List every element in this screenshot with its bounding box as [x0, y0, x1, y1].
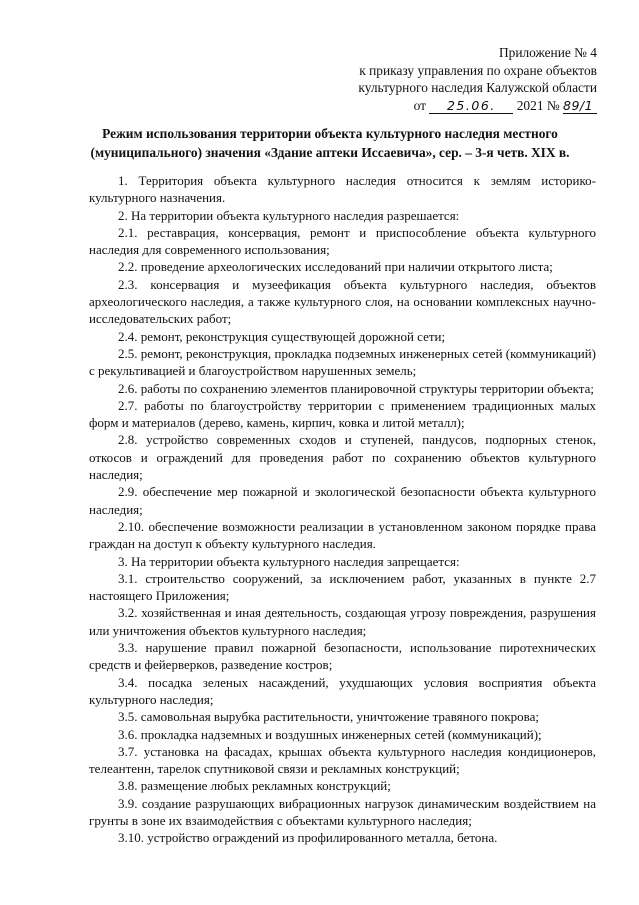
- paragraph: 3.6. прокладка надземных и воздушных инженерных сетей (коммуникаций);: [118, 726, 542, 742]
- handwritten-date: 25.06.: [429, 99, 513, 114]
- paragraph: 2.9. обеспечение мер пожарной и экологической безопасности объекта культурного наследия;: [89, 484, 596, 517]
- paragraph: 3.3. нарушение правил пожарной безопасности, использование пиротехнических средств и фейерверков, разведение костров;: [89, 640, 596, 673]
- paragraph: 2.10. обеспечение возможности реализации в установленном законом порядке права граждан на доступ к объекту культурного наследия.: [89, 518, 596, 552]
- paragraph: 3.1. строительство сооружений, за исключением работ, указанных в пункте 2.7 настоящего Приложения;: [89, 570, 596, 604]
- paragraph: 3.9. создание разрушающих вибрационных нагрузок динамическим воздействием на грунты в зоне их взаимодействия с объектами культурного наследия;: [89, 795, 596, 828]
- handwritten-order-number: 89/1: [563, 99, 597, 114]
- order-reference: к приказу управления по охране объектов: [359, 62, 597, 78]
- paragraph: 1. Территория объекта культурного наследия относится к землям историко-культурного назначения.: [89, 173, 596, 206]
- paragraph: 2.2. проведение археологических исследований при наличии открытого листа;: [118, 259, 553, 275]
- paragraph: 2.8. устройство современных сходов и ступеней, пандусов, подпорных стенок, откосов и ограждений для проведения работ по сохранению объектов культурного наследия;: [89, 432, 596, 483]
- paragraph: 3.10. устройство ограждений из профилированного металла, бетона.: [118, 830, 498, 846]
- paragraph: 3.7. установка на фасадах, крышах объекта культурного наследия кондиционеров, телеантенн, тарелок спутниковой связи и рекламных конструкций;: [89, 743, 596, 777]
- document-title: [70, 125, 590, 162]
- paragraph: 3.4. посадка зеленых насаждений, ухудшающих условия восприятия объекта культурного наследия;: [89, 674, 596, 707]
- paragraph: 2.3. консервация и музеефикация объекта культурного наследия, объектов археологического наследия, а также культурного слоя, на основании комплексных научно-исследовательских работ;: [89, 276, 596, 327]
- paragraph: 3.5. самовольная вырубка растительности, уничтожение травяного покрова;: [118, 709, 539, 725]
- appendix-number: Приложение № 4: [498, 45, 597, 60]
- paragraph: 2. На территории объекта культурного наследия разрешается:: [118, 207, 460, 223]
- paragraph: 3.8. размещение любых рекламных конструкций;: [118, 778, 391, 794]
- year-and-number-label: 2021 №: [516, 97, 560, 113]
- paragraph: 3. На территории объекта культурного наследия запрещается:: [118, 553, 460, 569]
- paragraph: 2.4. ремонт, реконструкция существующей дорожной сети;: [118, 328, 446, 344]
- appendix-header: [358, 44, 597, 114]
- document-body: [89, 172, 596, 847]
- issuing-authority: культурного наследия Калужской области: [358, 80, 597, 96]
- paragraph: 2.7. работы по благоустройству территории с применением традиционных малых форм и материалов (дерево, камень, кирпич, ковка и литой металл);: [89, 397, 596, 431]
- paragraph: 3.2. хозяйственная и иная деятельность, создающая угрозу повреждения, разрушения или уничтожения объектов культурного наследия;: [89, 605, 596, 638]
- title-line-1: Режим использования территории объекта культурного наследия местного: [102, 126, 558, 141]
- title-line-2: (муниципального) значения «Здание аптеки Иссаевича», сер. – 3-я четв. XIX в.: [90, 144, 570, 160]
- paragraph: 2.6. работы по сохранению элементов планировочной структуры территории объекта;: [118, 380, 594, 396]
- order-date-line: [358, 97, 597, 115]
- paragraph: 2.1. реставрация, консервация, ремонт и приспособление объекта культурного наследия для современного использования;: [89, 224, 596, 258]
- date-prefix: от: [413, 97, 427, 113]
- paragraph: 2.5. ремонт, реконструкция, прокладка подземных инженерных сетей (коммуникаций) с рекультивацией и благоустройством нарушенных земель;: [89, 345, 596, 379]
